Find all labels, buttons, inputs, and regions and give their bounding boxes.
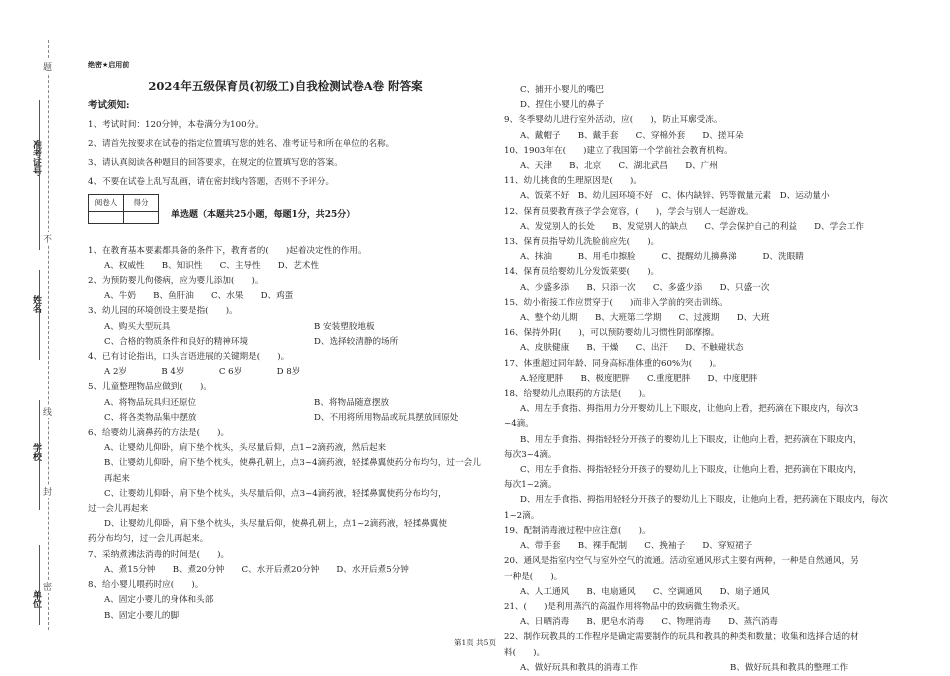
question: 9、冬季婴幼儿进行室外活动，应( )，防止耳廓受冻。	[504, 115, 723, 126]
question: 17、体重超过同年龄、同身高标准体重的60%为( )。	[504, 358, 722, 369]
option: A、整个幼儿期 B、大班第二学期 C、过渡期 D、大班	[520, 313, 770, 324]
question: 14、保育员给婴幼儿分发饭菜要( )。	[504, 267, 660, 278]
school-line	[39, 400, 41, 510]
option-row	[504, 661, 896, 676]
left-column	[88, 58, 483, 624]
option: A、带手套 B、裸手配制 C、挽袖子 D、穿短裙子	[520, 541, 753, 552]
option: A、戴帽子 B、戴手套 C、穿棉外套 D、搓耳朵	[520, 130, 744, 141]
reviewer-cell[interactable]	[89, 211, 124, 223]
option: A、发觉别人的长处 B、发觉别人的缺点 C、学会保护自己的利益 D、学会工作	[520, 221, 864, 232]
notice-title: 考试须知:	[88, 100, 130, 112]
seal-mark: 题	[43, 60, 52, 73]
option-row	[88, 320, 483, 335]
option: A、日晒消毒 B、肥皂水消毒 C、物理消毒 D、蒸汽消毒	[520, 617, 779, 628]
option: B、用左手食指、拇指轻轻分开孩子的婴幼儿上下眼皮，让他向上看，把药滴在下眼皮内，	[520, 434, 862, 445]
question: 19、配制消毒液过程中应注意( )。	[504, 525, 651, 536]
option: C、用左手食指、拇指轻轻分开孩子的婴幼儿上下眼皮，让他向上看，把药滴在下眼皮内，	[520, 465, 862, 476]
option: C、将各类物品集中摆放	[104, 412, 197, 423]
option: C、让婴幼儿仰卧，肩下垫个枕头，头尽量后仰，点3~4滴药液，轻揉鼻翼使药分布均匀，	[104, 488, 447, 499]
score-cell[interactable]	[124, 211, 159, 223]
score-header: 得分	[124, 195, 159, 211]
continuation: 1~2滴。	[504, 510, 540, 521]
question: 16、保持外阴( )，可以预防婴幼儿习惯性阴部摩擦。	[504, 328, 720, 339]
option: A、让婴幼儿仰卧，肩下垫个枕头，头尽量后仰，点1~2滴药液，然后起来	[104, 443, 387, 454]
option: C、合格的物质条件和良好的精神环境	[104, 336, 249, 347]
option: D、选择较清静的场所	[314, 336, 399, 347]
seal-mark: 线	[43, 405, 52, 418]
question: 12、保育员要教育孩子学会宽容，( )，学会与别人一起游戏。	[504, 206, 754, 217]
option: D、捏住小婴儿的鼻子	[520, 100, 605, 111]
margin-label-school: 学校	[31, 443, 41, 461]
continuation: 过一会儿再起来	[88, 504, 149, 515]
option: A、固定小婴儿的身体和头部	[104, 595, 214, 606]
unit-line	[39, 545, 41, 625]
margin-label-name: 姓名	[31, 295, 41, 313]
option: A、人工通风 B、电扇通风 C、空调通风 D、扇子通风	[520, 586, 770, 597]
score-row	[88, 194, 483, 223]
left-questions	[88, 244, 483, 624]
option: A、少盛多添 B、只添一次 C、多盛少添 D、只盛一次	[520, 282, 770, 293]
option: B 安装塑胶地板	[314, 321, 375, 332]
question: 5、儿童整理物品应做到( )。	[88, 382, 212, 393]
option: C、捕开小婴儿的嘴巴	[520, 85, 604, 95]
option: A、购买大型玩具	[104, 321, 171, 332]
question: 4、已有讨论指出，口头言语进展的关键期是( )。	[88, 352, 290, 363]
margin-label-exam-number: 准考证号	[31, 140, 41, 176]
exam-number-line	[39, 100, 41, 250]
right-questions	[504, 83, 896, 676]
option: D、用左手食指、拇指用轻轻分开孩子的婴幼儿上下眼皮，让他向上看，把药滴在下眼皮内，每次	[520, 495, 888, 506]
option: D、不用将所用物品或玩具摆放回原处	[314, 412, 459, 423]
option: A、权威性 B、知识性 C、主导性 D、艺术性	[104, 260, 320, 271]
option: A 2岁 B 4岁 C 6岁 D 8岁	[104, 367, 301, 378]
option: A、用左手食指、拇指用力分开婴幼儿上下眼皮，让他向上看，把药滴在下眼皮内，每次3	[520, 404, 859, 415]
secret-label: 绝密★启用前	[88, 61, 130, 69]
margin-label-unit: 单位	[31, 590, 41, 608]
seal-mark: 不	[43, 232, 52, 245]
section-title: 单选题（本题共25小题，每题1分，共25分）	[171, 210, 356, 221]
question: 22、制作玩教具的工作程序是确定需要制作的玩具和教具的种类和数量；收集和选择合适的材	[504, 632, 859, 643]
continuation: 料( )。	[504, 647, 546, 658]
question: 3、幼儿园的环境创设主要是指( )。	[88, 306, 238, 317]
option: D、让婴幼儿仰卧，肩下垫个枕头，头尽量后仰，使鼻孔朝上，点1~2滴药液，轻揉鼻翼使	[104, 519, 447, 530]
option: A.轻度肥胖 B、极度肥胖 C.重度肥胖 D、中度肥胖	[520, 373, 758, 384]
option: B、将物品随意摆放	[314, 397, 390, 408]
option: A、饭菜不好 B、幼儿园环境不好 C、体内缺锌、钙等微量元素 D、运动量小	[520, 191, 830, 202]
page-footer: 第1页 共5页	[454, 638, 496, 647]
option: A、做好玩具和教具的消毒工作	[520, 662, 638, 673]
question: 7、采纳煮沸法消毒的时间是( )。	[88, 549, 230, 560]
question: 11、幼儿挑食的生理原因是( )。	[504, 176, 642, 187]
continuation: 每次3~4滴。	[504, 449, 557, 460]
option: A、皮肤健康 B、干燥 C、出汗 D、不触碰状态	[520, 343, 744, 354]
seal-mark: 封	[43, 485, 52, 498]
reviewer-header: 阅卷人	[89, 195, 124, 211]
seal-dashed-line	[48, 40, 49, 630]
exam-title: 2024年五级保育员(初级工)自我检测试卷A卷 附答案	[148, 79, 423, 94]
option: B、做好玩具和教具的整理工作	[730, 662, 849, 673]
seal-mark: 密	[43, 580, 52, 593]
option: A、煮15分钟 B、煮20分钟 C、水开后煮20分钟 D、水开后煮5分钟	[104, 564, 409, 575]
continuation: 药分布均匀，过一会儿再起来。	[88, 534, 209, 545]
option: A、抹油 B、用毛巾擦脸 C、提醒幼儿擤鼻涕 D、洗眼睛	[520, 252, 804, 263]
name-line	[39, 270, 41, 360]
question: 18、给婴幼儿点眼药的方法是( )。	[504, 389, 651, 400]
notice-item: 4、不要在试卷上乱写乱画，请在密封线内答题，否则不予评分。	[88, 177, 335, 188]
notice-item: 3、请认真阅读各种题目的回答要求，在规定的位置填写您的答案。	[88, 158, 343, 169]
question: 8、给小婴儿喂药时应( )。	[88, 580, 204, 591]
option: A、天津 B、北京 C、湖北武昌 D、广州	[520, 161, 718, 172]
notice-item: 2、请首先按要求在试卷的指定位置填写您的姓名、准考证号和所在单位的名称。	[88, 138, 395, 149]
score-table	[88, 194, 159, 223]
continuation: 每次1~2滴。	[504, 480, 557, 491]
question: 10、1903年在( )建立了我国第一个学前社会教育机构。	[504, 145, 733, 156]
question: 1、在教育基本要素都具备的条件下，教育者的( )起着决定性的作用。	[88, 245, 367, 256]
continuation: ~4滴。	[504, 419, 534, 430]
question: 6、给婴幼儿滴鼻药的方法是( )。	[88, 428, 230, 439]
option-row	[88, 335, 483, 350]
option-row	[88, 411, 483, 426]
notice-item: 1、考试时间：120分钟，本卷满分为100分。	[88, 119, 264, 130]
question: 15、幼小衔接工作应贯穿于( )而非入学前的突击训练。	[504, 297, 728, 308]
question: 20、通风是指室内空气与室外空气的流通。活动室通风形式主要有两种，一种是自然通风，另	[504, 556, 859, 567]
question: 2、为预防婴儿佝偻病，应为婴儿添加( )。	[88, 276, 264, 287]
option: A、牛奶 B、鱼肝油 C、水果 D、鸡蛋	[104, 291, 294, 302]
question: 13、保育员指导幼儿洗脸前应先( )。	[504, 237, 660, 248]
option: B、让婴幼儿仰卧，肩下垫个枕头，使鼻孔朝上，点3~4滴药液，轻揉鼻翼使药分布均匀，过一会儿再起来	[104, 458, 481, 484]
right-column	[504, 83, 896, 676]
question: 21、( )是利用蒸汽的高温作用将物品中的致病微生物杀灭。	[504, 601, 746, 612]
option: A、将物品玩具归还原位	[104, 397, 197, 408]
continuation: 一种是( )。	[504, 571, 563, 582]
binding-margin	[0, 0, 62, 671]
option: B、固定小婴儿的脚	[104, 610, 180, 621]
option-row	[88, 396, 483, 411]
